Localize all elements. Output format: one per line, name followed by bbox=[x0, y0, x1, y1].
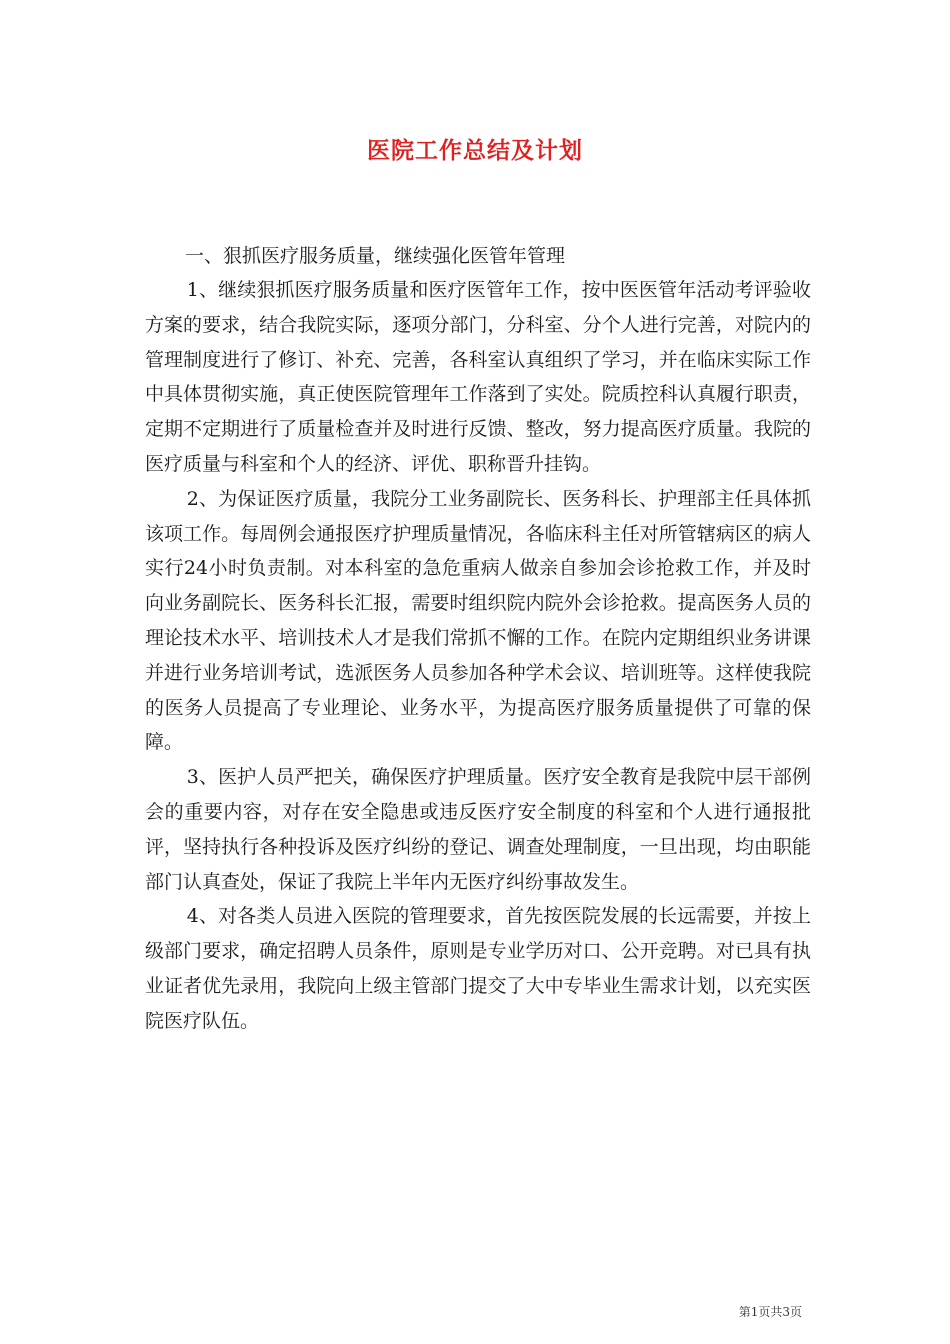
paragraph-1: 1、继续狠抓医疗服务质量和医疗医管年工作，按中医医管年活动考评验收方案的要求，结合我院实际，逐项分部门，分科室、分个人进行完善，对院内的管理制度进行了修订、补充、完善，各科室认真组织了学习，并在临床实际工作中具体贯彻实施，真正使医院管理年工作落到了实处。院质控科认真履行职责，定期不定期进行了质量检查并及时进行反馈、整改，努力提高医疗质量。我院的医疗质量与科室和个人的经济、评优、职称晋升挂钩。 bbox=[145, 279, 811, 475]
document-title: 医院工作总结及计划 bbox=[367, 137, 583, 164]
paragraph-3: 3、医护人员严把关，确保医疗护理质量。医疗安全教育是我院中层干部例会的重要内容，对存在安全隐患或违反医疗安全制度的科室和个人进行通报批评，坚持执行各种投诉及医疗纠纷的登记、调查处理制度，一旦出现，均由职能部门认真查处，保证了我院上半年内无医疗纠纷事故发生。 bbox=[145, 766, 811, 893]
paragraph-2: 2、为保证医疗质量，我院分工业务副院长、医务科长、护理部主任具体抓该项工作。每周例会通报医疗护理质量情况，各临床科主任对所管辖病区的病人实行24小时负责制。对本科室的急危重病人做亲自参加会诊抢救工作，并及时向业务副院长、医务科长汇报，需要时组织院内院外会诊抢救。提高医务人员的理论技术水平、培训技术人才是我们常抓不懈的工作。在院内定期组织业务讲课并进行业务培训考试，选派医务人员参加各种学术会议、培训班等。这样使我院的医务人员提高了专业理论、业务水平，为提高医疗服务质量提供了可靠的保障。 bbox=[145, 487, 811, 754]
paragraph-4: 4、对各类人员进入医院的管理要求，首先按医院发展的长远需要，并按上级部门要求，确定招聘人员条件，原则是专业学历对口、公开竞聘。对已具有执业证者优先录用，我院向上级主管部门提交了大中专毕业生需求计划，以充实医院医疗队伍。 bbox=[145, 905, 811, 1032]
section-heading: 一、狠抓医疗服务质量，继续强化医管年管理 bbox=[185, 245, 566, 267]
page-number: 第1页共3页 bbox=[738, 1305, 802, 1319]
document-body bbox=[145, 240, 811, 1039]
